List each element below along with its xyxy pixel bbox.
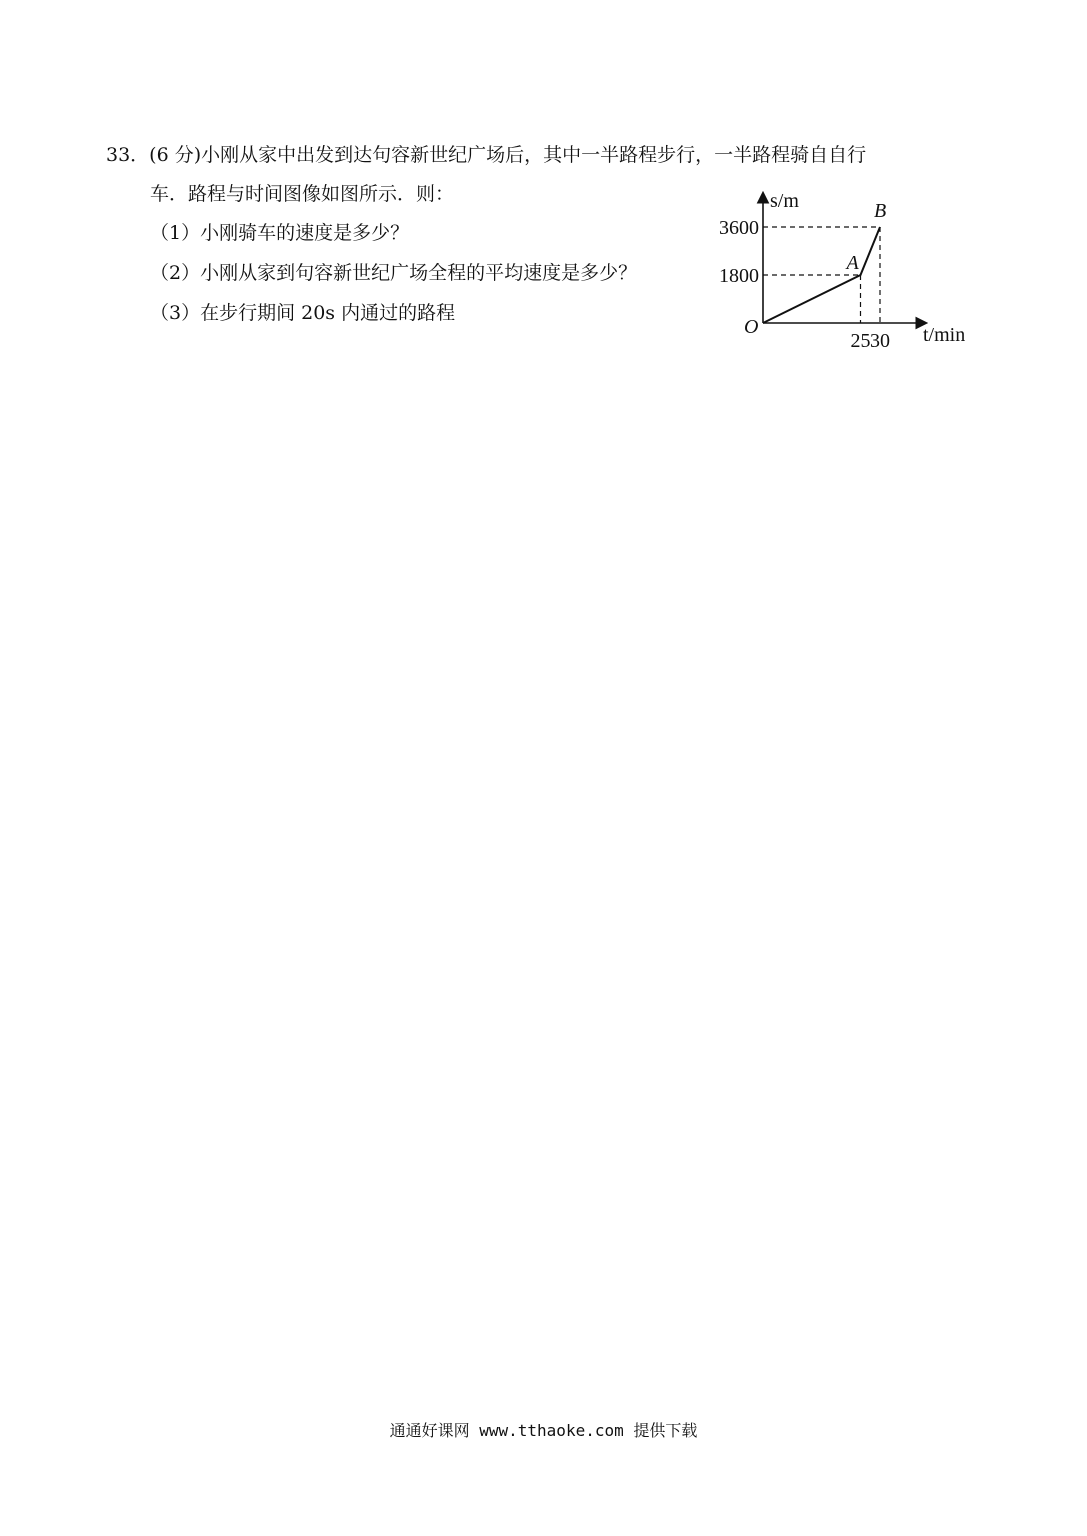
footer-text: 通通好课网 www.tthaoke.com 提供下载 — [389, 1421, 698, 1440]
y-tick-label: 1800 — [719, 265, 759, 287]
point-label: B — [874, 200, 887, 222]
question-continuation: 车．路程与时间图像如图所示．则： — [150, 183, 455, 205]
point-label: A — [846, 252, 859, 274]
origin-label: O — [744, 316, 759, 338]
question-heading: 33．(6 分)小刚从家中出发到达句容新世纪广场后，其中一半路程步行，一半路程骑自自行 — [106, 144, 867, 166]
subquestion-3: （3）在步行期间 20s 内通过的路程 — [150, 302, 456, 324]
x-tick-label: 30 — [870, 330, 890, 352]
x-axis-label: t/min — [923, 324, 966, 346]
y-axis-label: s/m — [770, 190, 799, 212]
subquestion-2: （2）小刚从家到句容新世纪广场全程的平均速度是多少？ — [150, 262, 638, 284]
subquestion-1: （1）小刚骑车的速度是多少？ — [150, 222, 410, 244]
y-tick-label: 3600 — [719, 217, 759, 239]
distance-time-graph — [700, 188, 990, 358]
x-tick-label: 25 — [850, 330, 871, 352]
